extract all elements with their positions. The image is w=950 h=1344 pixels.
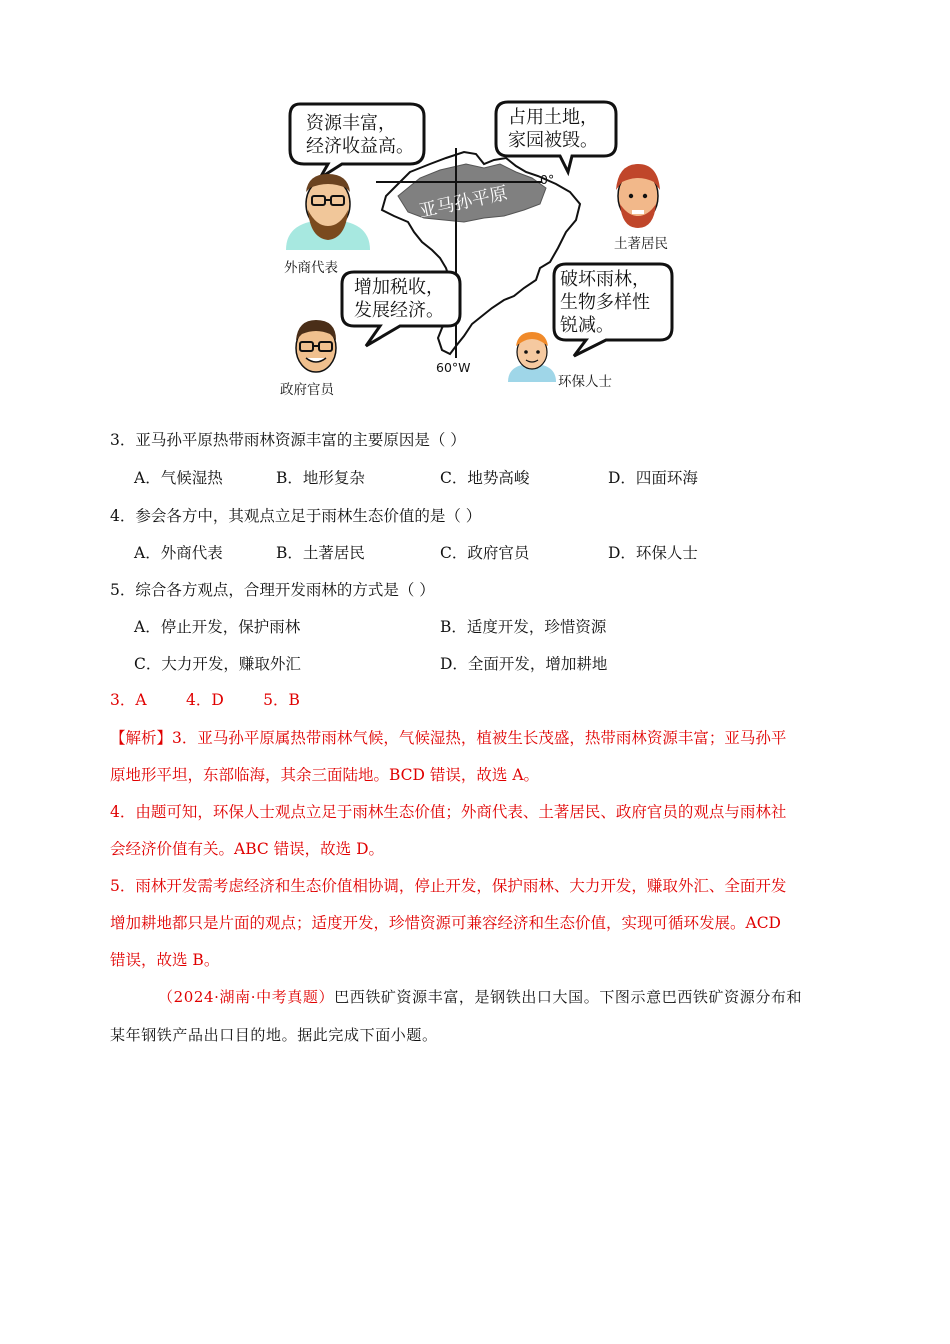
amazon-plain-label: 亚马孙平原 (417, 182, 510, 223)
q5-option-b: B．适度开发，珍惜资源 (440, 618, 607, 636)
analysis-line-6: 增加耕地都只是片面的观点；适度开发，珍惜资源可兼容经济和生态价值，实现可循环发展。ACD (110, 914, 781, 932)
q5-option-c: C．大力开发，赚取外汇 (134, 655, 301, 673)
question-3-stem: 3．亚马孙平原热带雨林资源丰富的主要原因是（ ） (110, 431, 466, 449)
native-avatar (616, 164, 660, 228)
government-label: 政府官员 (280, 382, 334, 398)
q5-option-d: D．全面开发，增加耕地 (440, 655, 608, 673)
merchant-avatar (286, 174, 370, 250)
q5-option-a: A．停止开发，保护雨林 (134, 618, 301, 636)
analysis-line-7: 错误，故选 B。 (110, 951, 220, 969)
equator-label: 0° (540, 172, 555, 187)
amazon-debate-figure (270, 92, 690, 404)
environmentalist-label: 环保人士 (558, 374, 612, 390)
analysis-line-2: 原地形平坦，东部临海，其余三面陆地。BCD 错误，故选 A。 (110, 766, 540, 784)
q3-option-b: B．地形复杂 (276, 469, 365, 487)
native-label: 土著居民 (614, 236, 668, 252)
native-bubble-text: 占用土地， 家园被毁。 (508, 107, 598, 151)
environmentalist-avatar (508, 332, 556, 382)
intro-line-1 (158, 986, 802, 1007)
analysis-line-3: 4．由题可知，环保人士观点立足于雨林生态价值；外商代表、土著居民、政府官员的观点与雨林社 (110, 803, 787, 821)
intro-line-2: 某年钢铁产品出口目的地。据此完成下面小题。 (110, 1026, 438, 1044)
government-avatar (296, 320, 336, 372)
answer-line: 3．A 4．D 5．B (110, 691, 300, 709)
q4-option-a: A．外商代表 (134, 544, 223, 562)
q4-option-b: B．土著居民 (276, 544, 365, 562)
environmentalist-bubble-text: 破坏雨林， 生物多样性 锐减。 (560, 269, 650, 336)
question-5-stem: 5．综合各方观点，合理开发雨林的方式是（ ） (110, 581, 435, 599)
question-4-stem: 4．参会各方中，其观点立足于雨林生态价值的是（ ） (110, 507, 482, 525)
q3-option-d: D．四面环海 (608, 469, 698, 487)
q3-option-a: A．气候湿热 (134, 469, 223, 487)
meridian-label: 60°W (436, 360, 471, 375)
analysis-line-1: 【解析】3．亚马孙平原属热带雨林气候，气候湿热，植被生长茂盛，热带雨林资源丰富；亚马孙平 (110, 729, 787, 747)
q3-option-c: C．地势高峻 (440, 469, 530, 487)
analysis-line-5: 5．雨林开发需考虑经济和生态价值相协调，停止开发，保护雨林、大力开发，赚取外汇、全面开发 (110, 877, 787, 895)
government-bubble-text: 增加税收， 发展经济。 (354, 277, 444, 321)
merchant-label: 外商代表 (284, 260, 338, 276)
intro-source: （2024·湖南·中考真题） (158, 988, 335, 1006)
analysis-line-4: 会经济价值有关。ABC 错误，故选 D。 (110, 840, 385, 858)
merchant-bubble-text: 资源丰富， 经济收益高。 (306, 113, 414, 157)
intro-text-1: 巴西铁矿资源丰富，是钢铁出口大国。下图示意巴西铁矿资源分布和 (334, 988, 803, 1006)
q4-option-d: D．环保人士 (608, 544, 698, 562)
q4-option-c: C．政府官员 (440, 544, 530, 562)
